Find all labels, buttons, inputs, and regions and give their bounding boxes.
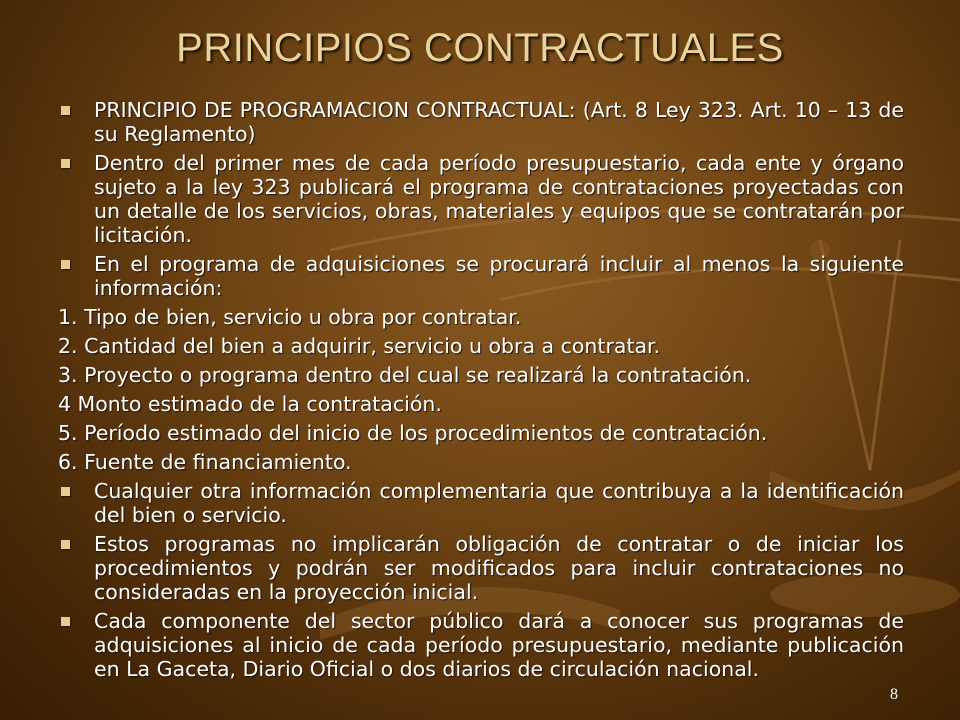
bullet-text: Dentro del primer mes de cada período presupuestario, cada ente y órgano sujeto a la ley 323 publicará el programa de contrataciones proyectadas con un detalle de los servicios, obras, materiales y equipos que se contratarán por licitación. [94, 151, 904, 247]
square-bullet-icon [61, 540, 70, 549]
slide-title: PRINCIPIOS CONTRACTUALES [176, 26, 784, 70]
list-item: 6. Fuente de financiamiento. [58, 450, 352, 474]
bullet-item [58, 532, 904, 604]
bullet-item [58, 609, 904, 681]
square-bullet-icon [61, 159, 70, 168]
list-item: 1. Tipo de bien, servicio u obra por contratar. [58, 305, 522, 329]
square-bullet-icon [61, 106, 70, 115]
bullet-item [58, 98, 904, 146]
list-item: 5. Período estimado del inicio de los procedimientos de contratación. [58, 421, 768, 445]
square-bullet-icon [61, 260, 70, 269]
square-bullet-icon [61, 617, 70, 626]
bullet-text: PRINCIPIO DE PROGRAMACION CONTRACTUAL: (Art. 8 Ley 323. Art. 10 – 13 de su Reglamento) [94, 98, 904, 146]
list-item: 4 Monto estimado de la contratación. [58, 392, 442, 416]
content [58, 98, 904, 686]
list-item: 2. Cantidad del bien a adquirir, servicio u obra a contratar. [58, 334, 661, 358]
bullet-text: Cada componente del sector público dará a conocer sus programas de adquisiciones al inicio de cada período presupuestario, mediante publicación en La Gaceta, Diario Oficial o dos diarios de circulación nacional. [94, 609, 904, 681]
list-item: 3. Proyecto o programa dentro del cual se realizará la contratación. [58, 363, 752, 387]
square-bullet-icon [61, 487, 70, 496]
bullet-text: Estos programas no implicarán obligación de contratar o de iniciar los procedimientos y podrán ser modificados para incluir contrataciones no consideradas en la proyección inicial. [94, 532, 904, 604]
bullet-text: Cualquier otra información complementaria que contribuya a la identificación del bien o servicio. [94, 479, 904, 527]
bullet-item [58, 479, 904, 527]
bullet-text: En el programa de adquisiciones se procurará incluir al menos la siguiente información: [94, 252, 904, 300]
bullet-item [58, 252, 904, 300]
bullet-item [58, 151, 904, 247]
page-number: 8 [890, 686, 898, 703]
